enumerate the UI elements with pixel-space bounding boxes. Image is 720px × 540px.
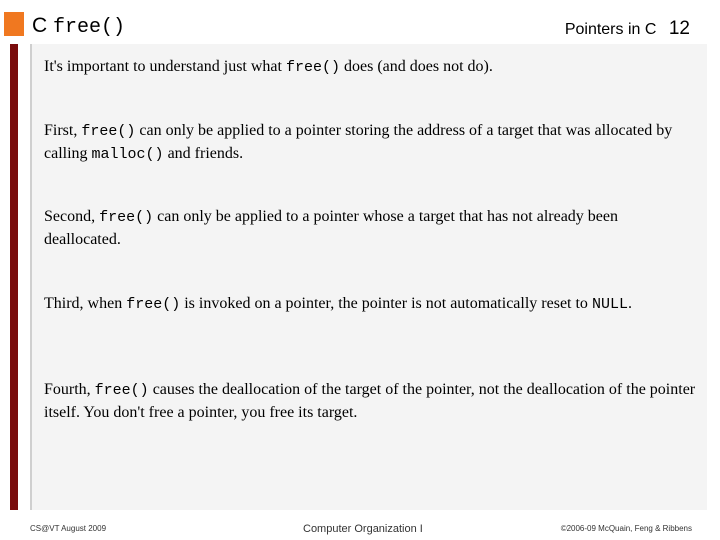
slide-title — [32, 14, 125, 40]
paragraph-3 — [44, 206, 696, 251]
title-prefix: C — [32, 14, 48, 37]
paragraph-1 — [44, 56, 696, 79]
footer-center: Computer Organization I — [303, 523, 423, 535]
inline-code: free() — [81, 123, 136, 140]
inline-code: free() — [126, 296, 181, 313]
inline-code: malloc() — [91, 146, 164, 163]
paragraph-text: . — [627, 295, 632, 312]
content-panel — [30, 44, 707, 510]
paragraph-text: is invoked on a pointer, the pointer is not automatically reset to — [180, 295, 592, 312]
paragraph-4 — [44, 293, 696, 316]
paragraph-2 — [44, 120, 696, 166]
title-accent-square — [4, 12, 24, 36]
paragraph-text: Fourth, — [44, 381, 95, 398]
paragraph-text: Third, when — [44, 295, 127, 312]
footer-left: CS@VT August 2009 — [30, 524, 107, 533]
inline-code: free() — [94, 382, 149, 399]
paragraph-text: can only be applied to a pointer whose a target that has not already been deallocated. — [44, 208, 618, 248]
inline-code: free() — [99, 209, 154, 226]
paragraph-text: First, — [44, 122, 82, 139]
paragraph-text: does (and does not do). — [339, 58, 493, 75]
paragraph-text: causes the deallocation of the target of the pointer, not the deallocation of the pointer itself. You don't free a pointer, you free its target. — [44, 381, 696, 421]
paragraph-text: and friends. — [163, 145, 244, 162]
course-title: Pointers in C — [564, 21, 657, 38]
left-decorative-bar — [10, 44, 18, 510]
paragraph-text: Second, — [44, 208, 100, 225]
inline-code: free() — [285, 59, 340, 76]
paragraph-text: It's important to understand just what — [44, 58, 286, 75]
title-code: free() — [53, 16, 126, 39]
paragraph-text: can only be applied to a pointer storing the address of a target that was allocated by calling — [44, 122, 673, 162]
footer-right: ©2006-09 McQuain, Feng & Ribbens — [560, 524, 692, 533]
page-number: 12 — [668, 18, 690, 39]
slide-header-right — [565, 18, 690, 41]
paragraph-5 — [44, 379, 696, 424]
inline-code: NULL — [591, 296, 628, 313]
